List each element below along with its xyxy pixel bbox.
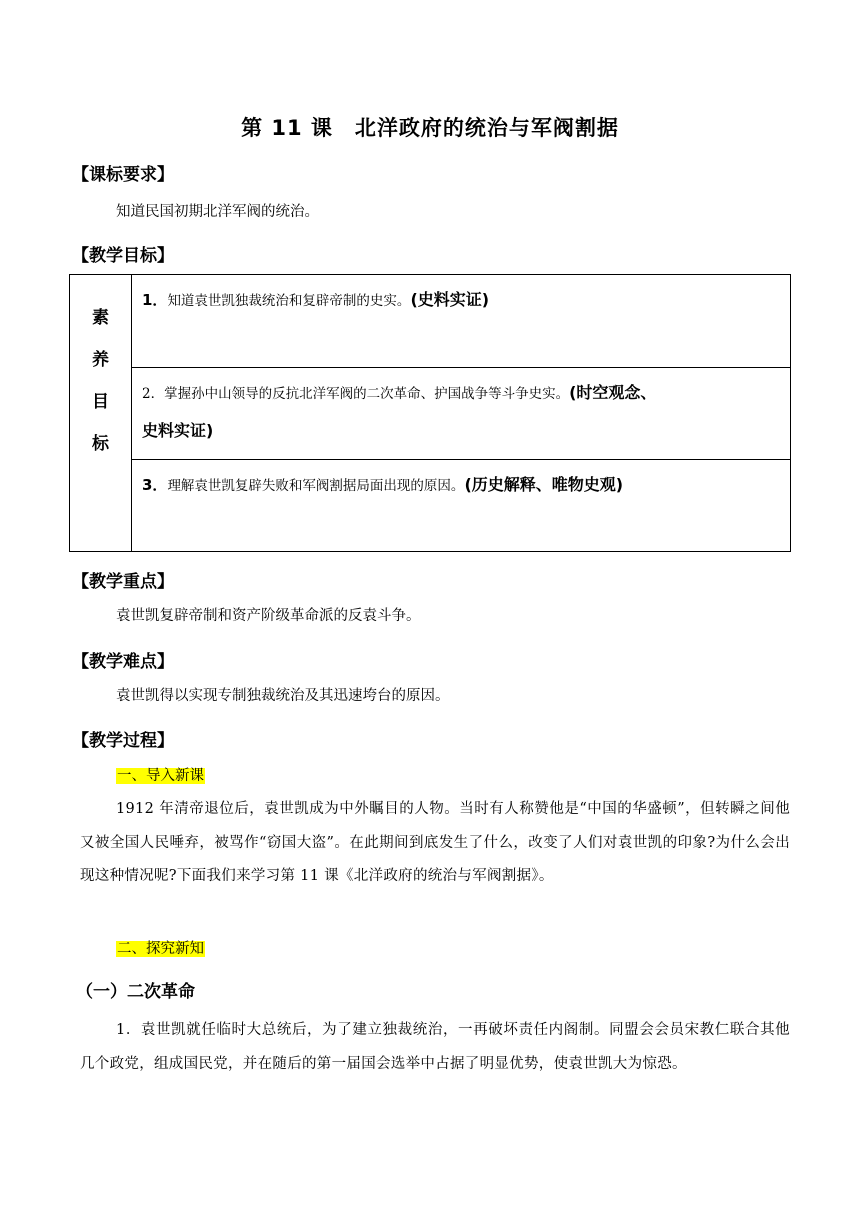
objective-row [132, 368, 790, 460]
difficulties-heading: 【教学难点】 [72, 652, 174, 672]
step1-label: 一、导入新课 [117, 768, 204, 784]
objective-number: 1． [142, 291, 168, 309]
process-heading: 【教学过程】 [72, 731, 174, 751]
curriculum-heading: 【课标要求】 [72, 165, 174, 185]
step-label [116, 937, 205, 958]
side-char: 养 [92, 350, 109, 370]
objective-number: 2． [142, 386, 165, 402]
objective-tag-continued: 史料实证) [142, 421, 214, 440]
objective-text: 知道袁世凯独裁统治和复辟帝制的史实。 [167, 293, 411, 309]
difficulties-text: 袁世凯得以实现专制独裁统治及其迅速垮台的原因。 [116, 688, 450, 704]
objectives-heading: 【教学目标】 [72, 246, 174, 266]
objective-tag: (史料实证) [410, 290, 490, 309]
objective-row [132, 460, 790, 551]
objective-text: 掌握孙中山领导的反抗北洋军阀的二次革命、护国战争等斗争史实。 [164, 386, 570, 402]
point-paragraph: 1．袁世凯就任临时大总统后，为了建立独裁统治，一再破坏责任内阁制。同盟会会员宋教仁联合其他几个政党，组成国民党，并在随后的第一届国会选举中占据了明显优势，使袁世凯大为惊恐。 [80, 1022, 790, 1072]
objective-tag: (时空观念、 [569, 383, 657, 402]
objective-number: 3． [142, 476, 168, 494]
step-label [116, 764, 205, 785]
step2-label: 二、探究新知 [117, 941, 204, 957]
side-char: 标 [92, 434, 109, 454]
intro-paragraph: 1912 年清帝退位后，袁世凯成为中外瞩目的人物。当时有人称赞他是“中国的华盛顿”，但转瞬之间他又被全国人民唾弃，被骂作“窃国大盗”。在此期间到底发生了什么，改变了人们对袁世凯的印象?为什么会出现这种情况呢?下面我们来学习第 11 课《北洋政府的统治与军阀割据》。 [80, 801, 790, 884]
key-points-heading: 【教学重点】 [72, 572, 174, 592]
objective-row [132, 275, 790, 368]
objective-tag: (历史解释、唯物史观) [464, 475, 624, 494]
side-char: 素 [92, 308, 109, 328]
page-title: 第 11 课 北洋政府的统治与军阀割据 [241, 116, 619, 140]
objective-text: 理解袁世凯复辟失败和军阀割据局面出现的原因。 [167, 478, 465, 494]
objectives-table [69, 274, 791, 552]
side-char: 目 [92, 392, 109, 412]
key-points-text: 袁世凯复辟帝制和资产阶级革命派的反袁斗争。 [116, 608, 421, 624]
curriculum-text: 知道民国初期北洋军阀的统治。 [116, 204, 319, 220]
subsection-heading: （一）二次革命 [76, 982, 195, 1002]
objectives-side-label [70, 275, 132, 551]
